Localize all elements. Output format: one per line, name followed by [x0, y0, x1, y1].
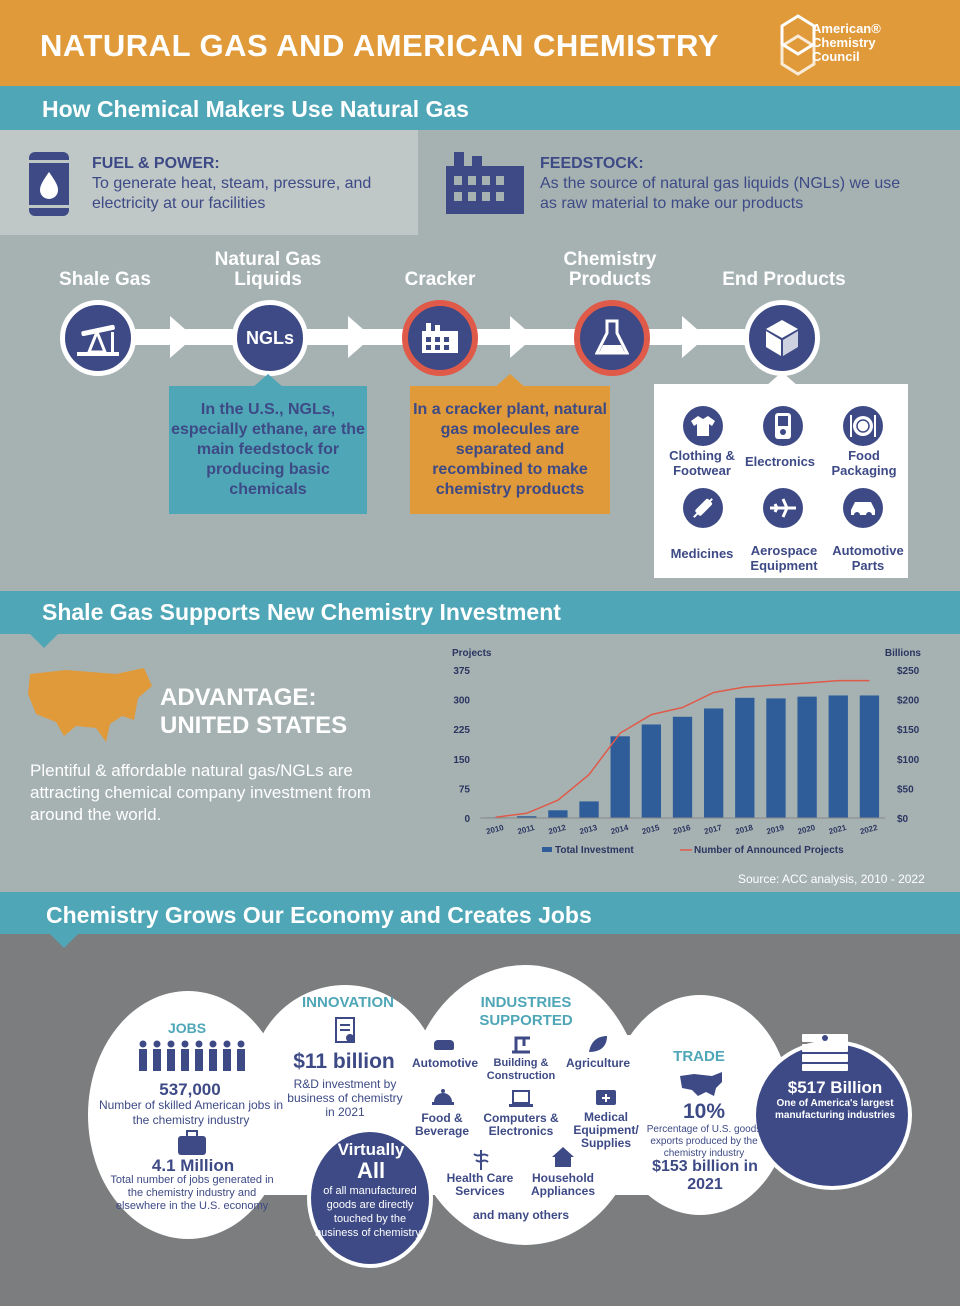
section3-notch — [50, 934, 78, 948]
industry-household: Household Appliances — [530, 1171, 596, 1198]
money-stack-icon — [800, 1030, 850, 1072]
jobs-heading: JOBS — [168, 1020, 207, 1036]
trade-heading: TRADE — [673, 1048, 725, 1065]
cloche-icon — [432, 1086, 454, 1108]
industry-agriculture: Agriculture — [565, 1056, 630, 1070]
chart-bar — [829, 695, 848, 818]
feedstock-heading: FEEDSTOCK: — [540, 155, 644, 172]
end-product-electronics: Electronics — [744, 454, 816, 469]
y-left-tick: 75 — [458, 784, 470, 796]
shale-gas-circle — [60, 300, 136, 376]
acc-logo-text: American® Chemistry Council — [812, 21, 881, 64]
workers-icon — [135, 1040, 251, 1072]
device-icon — [763, 406, 803, 446]
x-tick: 2014 — [609, 822, 630, 837]
syringe-icon — [683, 488, 723, 528]
ngl-badge: NGLs — [245, 327, 294, 348]
stage-ngl: Natural Gas Liquids — [214, 249, 322, 290]
chart-bar — [673, 717, 692, 818]
fuel-text: To generate heat, steam, pressure, and electricity at our facilities — [92, 175, 372, 212]
medkit-icon — [595, 1086, 617, 1106]
jobs-description-2: Total number of jobs generated in the chemistry industry and elsewhere in the U.S. economy — [110, 1174, 274, 1212]
end-product-medicines: Medicines — [670, 546, 734, 561]
industries-footer: and many others — [472, 1208, 570, 1222]
chart-bar — [548, 810, 567, 818]
y-left-tick: 300 — [453, 695, 470, 707]
industry-automotive: Automotive — [412, 1056, 478, 1070]
cracker-circle — [402, 300, 478, 376]
cracker-plant-icon — [420, 323, 460, 353]
oil-barrel-icon — [28, 150, 70, 218]
chart-bar — [766, 698, 785, 818]
page-title: NATURAL GAS AND AMERICAN CHEMISTRY — [40, 28, 719, 63]
jobs-number-2: 4.1 Million — [151, 1156, 235, 1175]
caduceus-icon — [470, 1148, 492, 1172]
callout-cracker: In a cracker plant, natural gas molecules are separated and recombined to make chemistry products — [410, 386, 610, 514]
cube-icon — [764, 318, 800, 358]
y-right-label: Billions — [884, 648, 921, 659]
industries-heading: INDUSTRIES SUPPORTED — [479, 994, 573, 1029]
car-small-icon — [434, 1040, 454, 1050]
chart-bar — [704, 708, 723, 818]
manufacturing-number: $517 Billion — [787, 1078, 883, 1097]
us-map-icon — [26, 664, 154, 748]
y-right-tick: $50 — [897, 784, 914, 796]
end-product-clothing: Clothing & Footwear — [669, 448, 735, 478]
advantage-description: Plentiful & affordable natural gas/NGLs are attracting chemical company investment from around the world. — [30, 761, 372, 824]
end-product-food-packaging: Food Packaging — [831, 448, 897, 478]
legend-bar-swatch — [542, 847, 552, 852]
y-right-tick: $150 — [897, 725, 920, 737]
section2-notch — [30, 634, 58, 648]
x-tick: 2017 — [703, 822, 723, 837]
x-tick: 2021 — [827, 822, 848, 837]
chart-source: Source: ACC analysis, 2010 - 2022 — [738, 872, 925, 886]
factory-icon — [446, 152, 526, 214]
industry-computers: Computers & Electronics — [483, 1111, 559, 1138]
stage-end-products: End Products — [722, 269, 846, 290]
briefcase-icon — [177, 1130, 207, 1156]
section2-title: Shale Gas Supports New Chemistry Investment — [42, 599, 561, 625]
industry-food: Food & Beverage — [414, 1111, 470, 1138]
end-product-automotive: Automotive Parts — [832, 543, 904, 573]
section3-title: Chemistry Grows Our Economy and Creates Jobs — [46, 902, 592, 928]
chart-bar — [860, 695, 879, 818]
trade-percent: 10% — [682, 1100, 726, 1123]
x-tick: 2011 — [516, 822, 536, 837]
y-right-tick: $250 — [897, 666, 920, 677]
chemistry-circle — [574, 300, 650, 376]
industry-medical: Medical Equipment/ Supplies — [573, 1110, 639, 1150]
feedstock-text: As the source of natural gas liquids (NGLs) we use as raw material to make our products — [540, 175, 901, 212]
jobs-number: 537,000 — [159, 1080, 221, 1099]
section1-title: How Chemical Makers Use Natural Gas — [42, 96, 469, 122]
pumpjack-icon — [75, 318, 121, 358]
y-left-tick: 225 — [453, 725, 470, 737]
tshirt-icon — [683, 406, 723, 446]
house-icon — [551, 1146, 575, 1168]
y-right-tick: $100 — [897, 754, 920, 766]
x-tick: 2020 — [796, 822, 817, 837]
stage-cracker: Cracker — [404, 269, 476, 290]
innovation-heading: INNOVATION — [302, 994, 394, 1011]
trade-description: Percentage of U.S. goods exports produced by the chemistry industry — [646, 1124, 762, 1159]
legend-bar-label: Total Investment — [555, 845, 634, 856]
x-tick: 2015 — [640, 822, 661, 837]
laptop-icon — [509, 1090, 533, 1108]
virtually-description: of all manufactured goods are directly touched by the business of chemistry* — [314, 1185, 426, 1239]
leaf-icon — [587, 1034, 609, 1054]
chart-bar — [797, 697, 816, 818]
chart-bar — [611, 736, 630, 818]
industry-building: Building & Construction — [486, 1057, 556, 1082]
chart-bar — [579, 801, 598, 818]
virtually-line1: Virtually — [337, 1140, 405, 1159]
stage-shale-gas: Shale Gas — [59, 269, 151, 290]
y-left-tick: 0 — [464, 814, 470, 825]
stage-chemistry-products: Chemistry Products — [563, 249, 657, 290]
end-products-circle — [744, 300, 820, 376]
investment-chart — [430, 640, 930, 870]
jobs-description: Number of skilled American jobs in the chemistry industry — [98, 1098, 284, 1127]
fuel-heading: FUEL & POWER: — [92, 155, 220, 172]
trade-amount: $153 billion in 2021 — [652, 1158, 758, 1193]
legend-line-label: Number of Announced Projects — [694, 845, 844, 856]
virtually-line2: All — [356, 1158, 386, 1183]
manufacturing-description: One of America's largest manufacturing industries — [774, 1098, 895, 1121]
innovation-description: R&D investment by business of chemistry in 2021 — [287, 1077, 403, 1119]
flask-icon — [595, 319, 629, 357]
callout-ngl: In the U.S., NGLs, especially ethane, are the main feedstock for producing basic chemicals — [169, 386, 367, 514]
innovation-number: $11 billion — [293, 1050, 395, 1073]
x-tick: 2018 — [734, 822, 754, 837]
x-tick: 2010 — [485, 822, 505, 837]
chart-bar — [642, 724, 661, 818]
y-left-tick: 375 — [453, 666, 470, 677]
ngl-circle — [232, 300, 308, 376]
x-tick: 2013 — [578, 822, 599, 837]
x-tick: 2012 — [547, 822, 567, 837]
end-product-aerospace: Aerospace Equipment — [750, 543, 818, 573]
us-map-small-icon — [678, 1070, 724, 1098]
y-left-tick: 150 — [453, 754, 470, 766]
y-right-tick: $200 — [897, 695, 920, 707]
x-tick: 2022 — [859, 822, 879, 837]
x-tick: 2019 — [765, 822, 786, 837]
y-right-tick: $0 — [897, 814, 909, 825]
airplane-icon — [763, 488, 803, 528]
crane-icon — [510, 1034, 532, 1054]
plate-icon — [843, 406, 883, 446]
chart-bar — [735, 698, 754, 818]
car-icon — [843, 488, 883, 528]
y-left-label: Projects — [452, 648, 492, 659]
x-tick: 2016 — [672, 822, 692, 837]
advantage-heading: ADVANTAGE: UNITED STATES — [160, 684, 348, 739]
industry-health-care: Health Care Services — [446, 1171, 514, 1198]
document-icon — [334, 1016, 358, 1046]
